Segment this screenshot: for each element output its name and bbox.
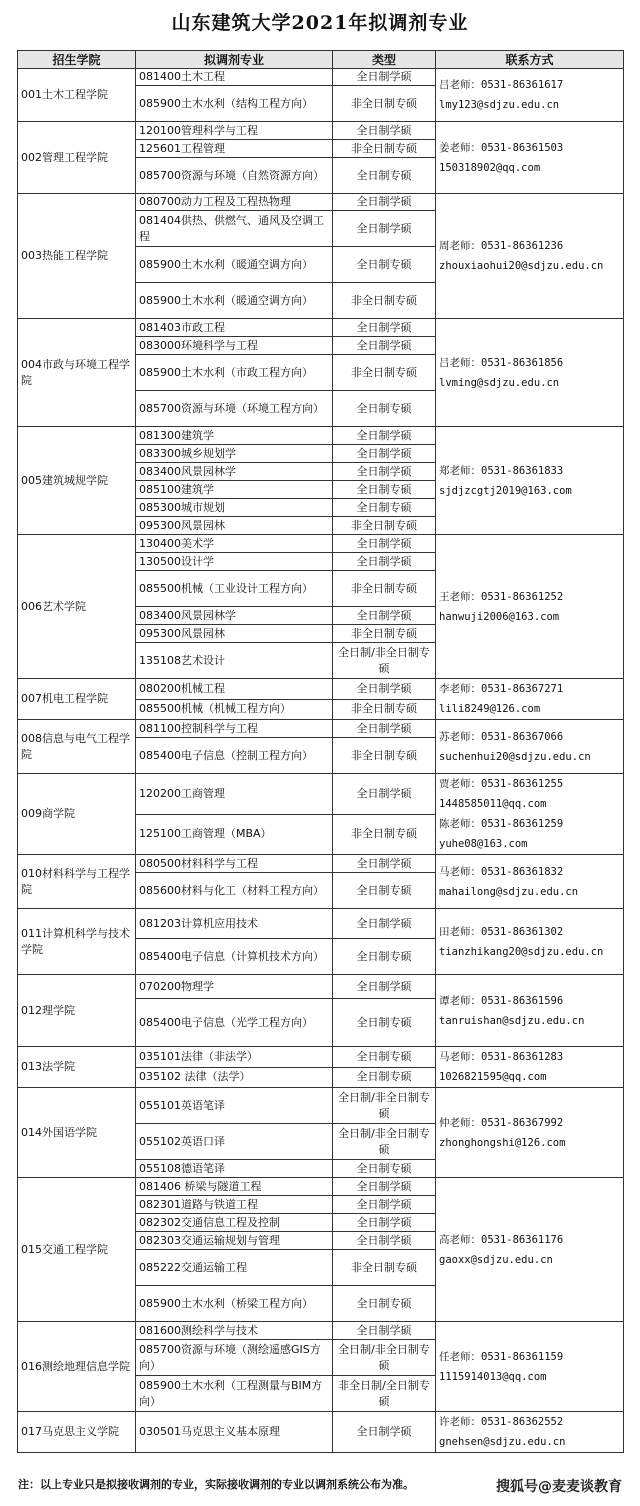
contact-cell [436, 69, 624, 122]
college-cell: 002管理工程学院 [18, 122, 136, 194]
type-cell: 全日制学硕 [333, 194, 436, 211]
major-cell: 035102 法律（法学） [136, 1067, 333, 1088]
type-cell: 全日制/非全日制专硕 [333, 1340, 436, 1376]
college-cell: 007机电工程学院 [18, 679, 136, 720]
contact-cell [436, 427, 624, 535]
type-cell: 全日制专硕 [333, 481, 436, 499]
type-cell: 全日制学硕 [333, 1214, 436, 1232]
table-row [18, 975, 624, 999]
contact-email: tanruishan@sdjzu.edu.cn [439, 1014, 585, 1027]
major-cell: 082302交通信息工程及控制 [136, 1214, 333, 1232]
major-cell: 085100建筑学 [136, 481, 333, 499]
major-cell: 081403市政工程 [136, 319, 333, 337]
major-cell: 085900土木水利（工程测量与BIM方向） [136, 1376, 333, 1412]
major-cell: 083400风景园林学 [136, 607, 333, 625]
contact-cell [436, 679, 624, 720]
college-cell: 017马克思主义学院 [18, 1412, 136, 1453]
major-cell: 081100控制科学与工程 [136, 720, 333, 738]
table-row [18, 319, 624, 337]
table-row [18, 69, 624, 86]
contact-email: 150318902@qq.com [439, 161, 541, 174]
major-cell: 083400风景园林学 [136, 463, 333, 481]
major-cell: 080500材料科学与工程 [136, 855, 333, 873]
college-cell: 004市政与环境工程学院 [18, 319, 136, 427]
major-cell: 085400电子信息（计算机技术方向） [136, 939, 333, 975]
contact-email: lmy123@sdjzu.edu.cn [439, 99, 560, 111]
contact-phone: 马老师：0531-86361832 [439, 865, 564, 878]
contact-cell [436, 1088, 624, 1178]
contact-phone: 李老师：0531-86367271 [439, 683, 564, 695]
type-cell: 全日制学硕 [333, 1322, 436, 1340]
contact-phone: 贾老师：0531-86361255 [439, 778, 564, 790]
type-cell: 非全日制专硕 [333, 283, 436, 319]
type-cell: 全日制学硕 [333, 211, 436, 247]
header-contact: 联系方式 [436, 51, 624, 69]
major-cell: 081404供热、供燃气、通风及空调工程 [136, 211, 333, 247]
contact-cell [436, 122, 624, 194]
major-cell: 095300风景园林 [136, 625, 333, 643]
major-cell: 055102英语口译 [136, 1124, 333, 1160]
type-cell: 全日制学硕 [333, 1196, 436, 1214]
type-cell: 全日制专硕 [333, 499, 436, 517]
major-cell: 083300城乡规划学 [136, 445, 333, 463]
contact-email: mahailong@sdjzu.edu.cn [439, 885, 579, 898]
contact-cell [436, 194, 624, 319]
contact-cell [436, 535, 624, 679]
table-row [18, 427, 624, 445]
type-cell: 全日制学硕 [333, 1412, 436, 1453]
table-row [18, 909, 624, 939]
type-cell: 非全日制专硕 [333, 355, 436, 391]
major-cell: 085900土木水利（桥梁工程方向） [136, 1286, 333, 1322]
major-cell: 070200物理学 [136, 975, 333, 999]
college-cell: 012理学院 [18, 975, 136, 1047]
type-cell: 全日制专硕 [333, 1047, 436, 1068]
type-cell: 非全日制专硕 [333, 699, 436, 720]
header-major: 拟调剂专业 [136, 51, 333, 69]
contact-email: zhouxiaohui20@sdjzu.edu.cn [439, 260, 604, 272]
major-cell: 085600材料与化工（材料工程方向） [136, 873, 333, 909]
college-cell: 001土木工程学院 [18, 69, 136, 122]
contact-cell [436, 1322, 624, 1412]
contact-phone: 谭老师：0531-86361596 [439, 994, 564, 1007]
type-cell: 全日制学硕 [333, 855, 436, 873]
type-cell: 全日制学硕 [333, 319, 436, 337]
major-cell: 082301道路与铁道工程 [136, 1196, 333, 1214]
major-cell: 085700资源与环境（自然资源方向） [136, 158, 333, 194]
major-cell: 081406 桥梁与隧道工程 [136, 1178, 333, 1196]
major-cell: 081300建筑学 [136, 427, 333, 445]
contact-email: 1026821595@qq.com [439, 1071, 547, 1083]
contact-phone: 田老师：0531-86361302 [439, 925, 564, 938]
contact-phone: 高老师：0531-86361176 [439, 1233, 564, 1246]
type-cell: 全日制/非全日制专硕 [333, 1124, 436, 1160]
header-type: 类型 [333, 51, 436, 69]
type-cell: 非全日制专硕 [333, 1250, 436, 1286]
contact-phone: 郑老师：0531-86361833 [439, 464, 564, 477]
major-cell: 080200机械工程 [136, 679, 333, 700]
major-cell: 035101法律（非法学） [136, 1047, 333, 1068]
contact-email: zhonghongshi@126.com [439, 1136, 566, 1149]
type-cell: 非全日制专硕 [333, 571, 436, 607]
contact-phone: 周老师：0531-86361236 [439, 240, 564, 252]
contact-cell [436, 909, 624, 975]
major-cell: 030501马克思主义基本原理 [136, 1412, 333, 1453]
type-cell: 非全日制专硕 [333, 517, 436, 535]
major-cell: 125601工程管理 [136, 140, 333, 158]
major-cell: 085222交通运输工程 [136, 1250, 333, 1286]
contact-phone: 苏老师：0531-86367066 [439, 730, 564, 743]
major-cell: 085500机械（机械工程方向） [136, 699, 333, 720]
watermark: 搜狐号@麦麦谈教育 [496, 1479, 622, 1495]
contact-phone: 王老师：0531-86361252 [439, 590, 564, 603]
contact-phone: 姜老师：0531-86361503 [439, 141, 564, 154]
college-cell: 008信息与电气工程学院 [18, 720, 136, 774]
contact-email: yuhe08@163.com [439, 838, 528, 850]
table-row [18, 1178, 624, 1196]
contact-phone: 任老师：0531-86361159 [439, 1350, 564, 1363]
college-cell: 010材料科学与工程学院 [18, 855, 136, 909]
contact-cell [436, 975, 624, 1047]
page-title: 山东建筑大学2021年拟调剂专业 [171, 12, 469, 34]
type-cell: 全日制专硕 [333, 1286, 436, 1322]
major-cell: 085900土木水利（结构工程方向） [136, 86, 333, 122]
college-cell: 014外国语学院 [18, 1088, 136, 1178]
table-row [18, 1088, 624, 1124]
type-cell: 非全日制专硕 [333, 814, 436, 855]
type-cell: 全日制专硕 [333, 391, 436, 427]
type-cell: 全日制学硕 [333, 535, 436, 553]
contact-phone: 吕老师：0531-86361617 [439, 79, 564, 91]
college-cell: 003热能工程学院 [18, 194, 136, 319]
major-cell: 085900土木水利（暖通空调方向） [136, 247, 333, 283]
major-cell: 081600测绘科学与技术 [136, 1322, 333, 1340]
major-cell: 080700动力工程及工程热物理 [136, 194, 333, 211]
table-row [18, 855, 624, 873]
contact-email: tianzhikang20@sdjzu.edu.cn [439, 945, 604, 958]
contact-phone: 许老师：0531-86362552 [439, 1416, 564, 1428]
type-cell: 全日制专硕 [333, 1067, 436, 1088]
contact-cell [436, 1412, 624, 1453]
major-cell: 085300城市规划 [136, 499, 333, 517]
type-cell: 全日制专硕 [333, 873, 436, 909]
college-cell: 015交通工程学院 [18, 1178, 136, 1322]
college-cell: 011计算机科学与技术学院 [18, 909, 136, 975]
type-cell: 全日制专硕 [333, 939, 436, 975]
type-cell: 全日制学硕 [333, 427, 436, 445]
table-row [18, 774, 624, 815]
type-cell: 全日制学硕 [333, 679, 436, 700]
table-row [18, 122, 624, 140]
contact-email: sjdjzcgtj2019@163.com [439, 484, 572, 497]
major-cell: 055101英语笔译 [136, 1088, 333, 1124]
major-cell: 081400土木工程 [136, 69, 333, 86]
type-cell: 全日制学硕 [333, 607, 436, 625]
college-cell: 006艺术学院 [18, 535, 136, 679]
major-cell: 085400电子信息（控制工程方向） [136, 738, 333, 774]
contact-email: 1448585011@qq.com [439, 798, 547, 810]
type-cell: 全日制学硕 [333, 463, 436, 481]
table-row [18, 679, 624, 700]
major-cell: 125100工商管理（MBA） [136, 814, 333, 855]
contact-cell [436, 720, 624, 774]
type-cell: 全日制学硕 [333, 553, 436, 571]
type-cell: 全日制学硕 [333, 720, 436, 738]
type-cell: 全日制专硕 [333, 158, 436, 194]
type-cell: 全日制学硕 [333, 337, 436, 355]
major-cell: 130400美术学 [136, 535, 333, 553]
type-cell: 全日制学硕 [333, 774, 436, 815]
contact-cell [436, 1178, 624, 1322]
table-row [18, 1322, 624, 1340]
major-cell: 055108德语笔译 [136, 1160, 333, 1178]
major-cell: 085900土木水利（市政工程方向） [136, 355, 333, 391]
college-cell: 009商学院 [18, 774, 136, 855]
table-row [18, 1412, 624, 1453]
contact-email: gaoxx@sdjzu.edu.cn [439, 1253, 553, 1266]
major-cell: 120200工商管理 [136, 774, 333, 815]
major-cell: 135108艺术设计 [136, 643, 333, 679]
type-cell: 全日制学硕 [333, 909, 436, 939]
table-body [18, 69, 624, 1453]
contact-email: lili8249@126.com [439, 703, 541, 715]
header-college: 招生学院 [18, 51, 136, 69]
contact-email: 1115914013@qq.com [439, 1370, 547, 1383]
footnote: 注：以上专业只是拟接收调剂的专业，实际接收调剂的专业以调剂系统公布为准。 [18, 1478, 414, 1491]
type-cell: 全日制学硕 [333, 975, 436, 999]
contact-email: suchenhui20@sdjzu.edu.cn [439, 750, 591, 763]
type-cell: 非全日制专硕 [333, 140, 436, 158]
type-cell: 非全日制专硕 [333, 625, 436, 643]
major-cell: 085700资源与环境（测绘遥感GIS方向） [136, 1340, 333, 1376]
adjustment-majors-table [17, 50, 624, 1453]
type-cell: 非全日制专硕 [333, 86, 436, 122]
major-cell: 085700资源与环境（环境工程方向） [136, 391, 333, 427]
major-cell: 085400电子信息（光学工程方向） [136, 999, 333, 1047]
major-cell: 095300风景园林 [136, 517, 333, 535]
college-cell: 005建筑城规学院 [18, 427, 136, 535]
major-cell: 085500机械（工业设计工程方向） [136, 571, 333, 607]
type-cell: 全日制学硕 [333, 445, 436, 463]
major-cell: 082303交通运输规划与管理 [136, 1232, 333, 1250]
contact-cell [436, 855, 624, 909]
table-row [18, 535, 624, 553]
type-cell: 全日制专硕 [333, 999, 436, 1047]
contact-email: hanwuji2006@163.com [439, 610, 560, 623]
contact-cell [436, 774, 624, 855]
contact-cell [436, 1047, 624, 1088]
major-cell: 130500设计学 [136, 553, 333, 571]
college-cell: 013法学院 [18, 1047, 136, 1088]
contact-email: gnehsen@sdjzu.edu.cn [439, 1436, 566, 1448]
major-cell: 085900土木水利（暖通空调方向） [136, 283, 333, 319]
type-cell: 全日制专硕 [333, 247, 436, 283]
college-cell: 016测绘地理信息学院 [18, 1322, 136, 1412]
major-cell: 120100管理科学与工程 [136, 122, 333, 140]
major-cell: 083000环境科学与工程 [136, 337, 333, 355]
type-cell: 全日制/非全日制专硕 [333, 643, 436, 679]
table-row [18, 194, 624, 211]
type-cell: 非全日制/全日制专硕 [333, 1376, 436, 1412]
type-cell: 全日制专硕 [333, 1160, 436, 1178]
contact-email: lvming@sdjzu.edu.cn [439, 376, 560, 389]
contact-phone: 陈老师：0531-86361259 [439, 818, 564, 830]
type-cell: 全日制/非全日制专硕 [333, 1088, 436, 1124]
type-cell: 非全日制专硕 [333, 738, 436, 774]
type-cell: 全日制学硕 [333, 122, 436, 140]
type-cell: 全日制学硕 [333, 69, 436, 86]
major-cell: 081203计算机应用技术 [136, 909, 333, 939]
table-header-row [18, 51, 624, 69]
table-row [18, 1047, 624, 1068]
type-cell: 全日制学硕 [333, 1178, 436, 1196]
contact-cell [436, 319, 624, 427]
type-cell: 全日制学硕 [333, 1232, 436, 1250]
table-row [18, 720, 624, 738]
contact-phone: 马老师：0531-86361283 [439, 1051, 564, 1063]
contact-phone: 吕老师：0531-86361856 [439, 356, 564, 369]
contact-phone: 仲老师：0531-86367992 [439, 1116, 564, 1129]
